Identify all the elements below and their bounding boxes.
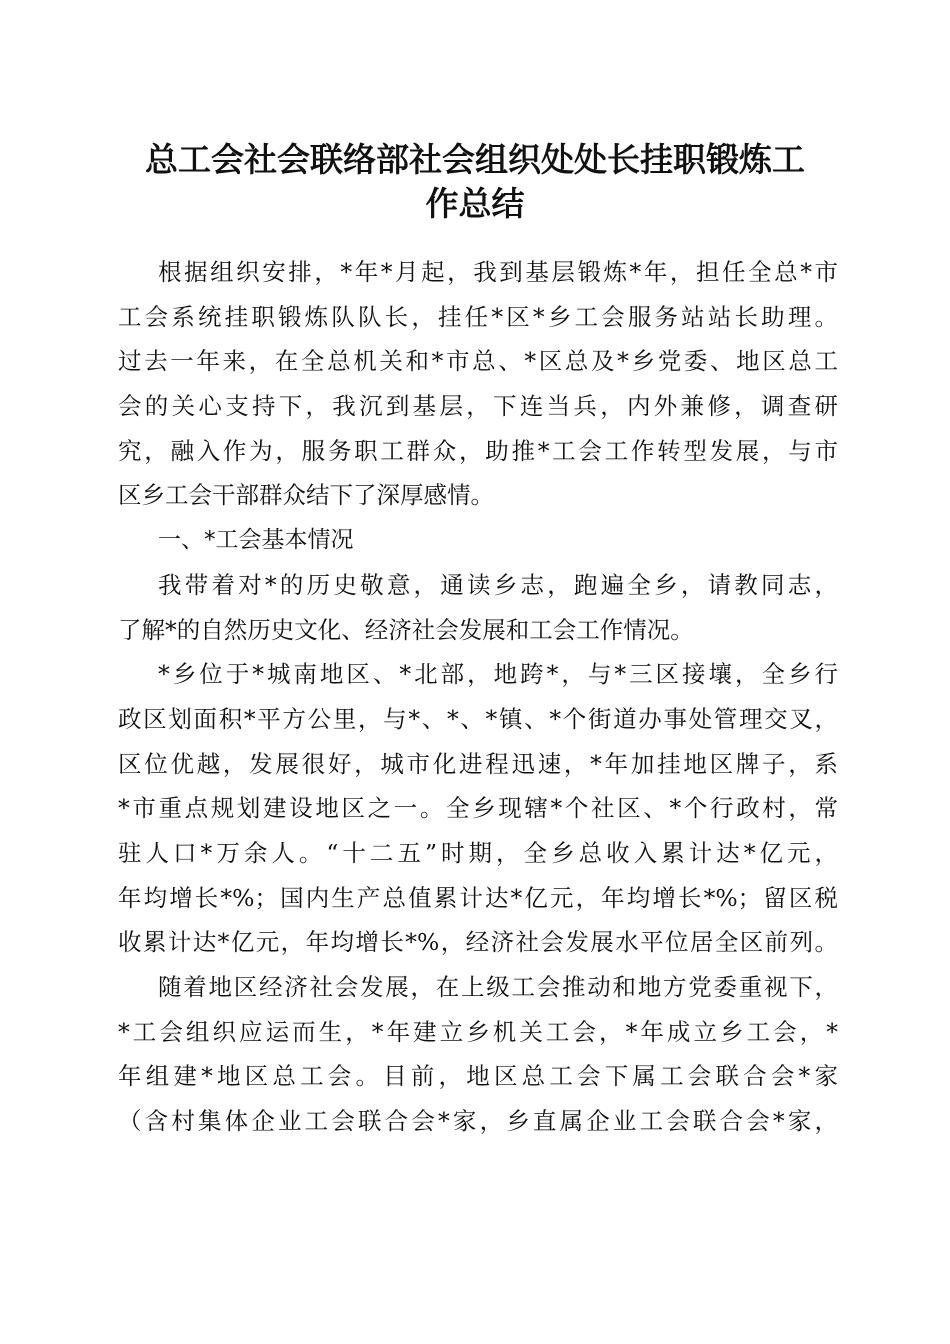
text-line: 政区划面积*平方公里，与*、*、*镇、*个街道办事处管理交叉，: [118, 704, 838, 733]
text-line: *市重点规划建设地区之一。全乡现辖*个社区、*个行政村，常: [118, 794, 838, 823]
text-line: 年组建*地区总工会。目前，地区总工会下属工会联合会*家: [118, 1062, 838, 1091]
text-line: *乡位于*城南地区、*北部，地跨*，与*三区接壤，全乡行: [158, 660, 838, 689]
text-line: 收累计达*亿元，年均增长*%，经济社会发展水平位居全区前列。: [118, 928, 838, 957]
text-line: 工会系统挂职锻炼队队长，挂任*区*乡工会服务站站长助理。: [118, 302, 838, 331]
text-line: 了解*的自然历史文化、经济社会发展和工会工作情况。: [118, 615, 694, 644]
title-line-1: 总工会社会联络部社会组织处处长挂职锻炼工: [145, 140, 805, 179]
text-line: （含村集体企业工会联合会*家，乡直属企业工会联合会*家，: [118, 1107, 838, 1136]
text-line: 随着地区经济社会发展，在上级工会推动和地方党委重视下，: [158, 973, 838, 1001]
text-line: *工会组织应运而生，*年建立乡机关工会，*年成立乡工会，*: [118, 1017, 838, 1046]
text-line: 年均增长*%；国内生产总值累计达*亿元，年均增长*%；留区税: [118, 883, 838, 912]
text-line: 究，融入作为，服务职工群众，助推*工会工作转型发展，与市: [118, 436, 838, 465]
document-body: [118, 250, 838, 1144]
document-title: [100, 138, 850, 226]
text-line: 会的关心支持下，我沉到基层，下连当兵，内外兼修，调查研: [118, 392, 838, 421]
text-line: 过去一年来，在全总机关和*市总、*区总及*乡党委、地区总工: [118, 347, 838, 376]
text-line: 区乡工会干部群众结下了深厚感情。: [118, 481, 494, 510]
title-line-2: 作总结: [425, 184, 525, 223]
text-line: 我带着对*的历史敬意，通读乡志，跑遍全乡，请教同志，: [158, 570, 838, 599]
text-line: 区位优越，发展很好，城市化进程迅速，*年加挂地区牌子，系: [118, 749, 838, 778]
section-heading: 一、*工会基本情况: [158, 527, 354, 554]
text-line: 驻人口*万余人。“十二五”时期，全乡总收入累计达*亿元，: [118, 838, 838, 867]
text-line: 根据组织安排，*年*月起，我到基层锻炼*年，担任全总*市: [158, 258, 838, 286]
